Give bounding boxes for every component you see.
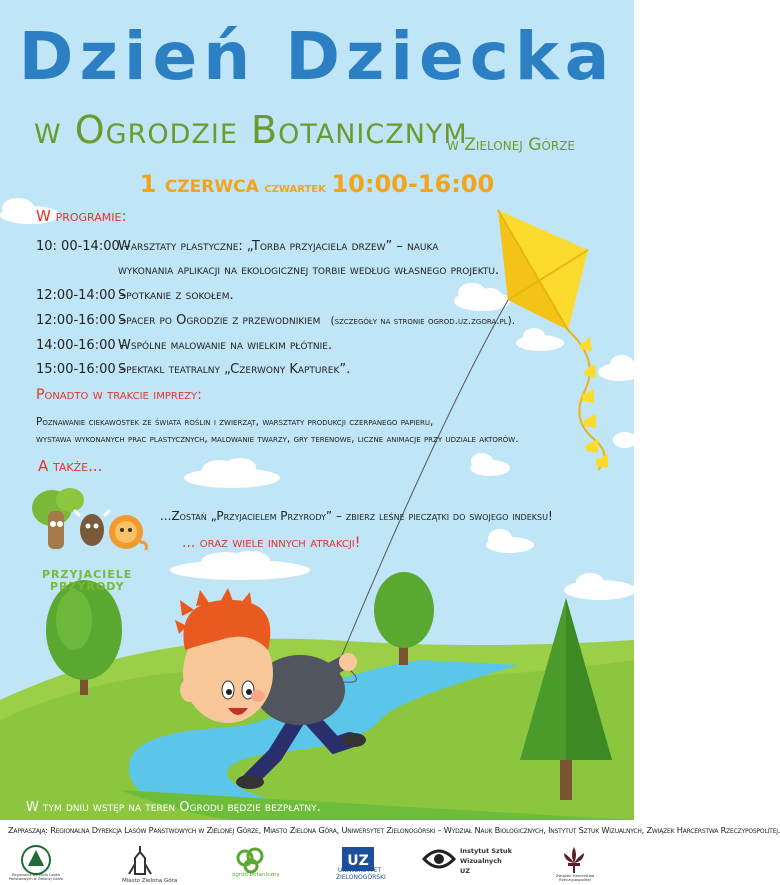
program-text: Spacer po Ogrodzie z przewodnikiem	[118, 313, 321, 328]
city-logo-text: Miasto Zielona Góra	[122, 878, 178, 884]
also-text-line-2: wystawa wykonanych prac plastycznych, malowanie twarzy, gry terenowe, liczne animacje przy udziale aktorów.	[36, 433, 519, 445]
program-text: Wspólne malowanie na wielkim płótnie.	[118, 338, 333, 353]
tree-mid	[374, 572, 434, 648]
isw-line-3: UZ	[460, 867, 470, 875]
program-item	[36, 338, 332, 353]
more-line: ... oraz wiele innych atrakcji!	[182, 535, 361, 551]
uz-logo-line-2: ZIELONOGÓRSKI	[336, 874, 386, 881]
program-time: 12:00-16:00 –	[36, 313, 127, 328]
poster-subtitle: w Ogrodzie Botanicznym	[34, 108, 468, 152]
program-item	[36, 288, 234, 303]
program-note: (szczegóły na stronie ogrod.uz.zgora.pl).	[330, 315, 516, 327]
friends-of-nature-logo	[22, 486, 152, 568]
poster-title: Dzień Dziecka	[18, 18, 616, 95]
event-hours: 10:00-16:00	[331, 170, 495, 198]
friend-line: ...Zostań „Przyjacielem Przyrody” – zbierz leśne pieczątki do swojego indeksu!	[160, 509, 553, 523]
and-heading: A także...	[38, 457, 103, 475]
zhr-logo-text: Związek Harcerstwa Rzeczypospolitej	[555, 873, 595, 882]
svg-text:UZ: UZ	[347, 853, 369, 869]
program-heading: W programie:	[36, 207, 127, 225]
friends-logo-line-2: PRZYRODY	[50, 580, 125, 593]
free-entry-note: W tym dniu wstęp na teren Ogrodu będzie bezpłatny.	[26, 800, 321, 815]
ogrod-logo-text: ogród botaniczny	[232, 872, 280, 878]
program-item	[36, 313, 515, 328]
poster-city: w Zielonej Górze	[447, 135, 575, 155]
program-time: 14:00-16:00 –	[36, 338, 127, 353]
program-text-continued: wykonania aplikacji na ekologicznej torbie według własnego projektu.	[118, 263, 500, 278]
program-text: Warsztaty plastyczne: „Torba przyjaciela drzew” – nauka	[118, 239, 439, 254]
also-heading: Ponadto w trakcie imprezy:	[36, 387, 202, 403]
program-text: Spektakl teatralny „Czerwony Kapturek”.	[118, 362, 351, 377]
event-day: 1 czerwca	[139, 170, 259, 198]
program-text: Spotkanie z sokołem.	[118, 288, 234, 303]
program-time: 12:00-14:00 –	[36, 288, 127, 303]
lasy-logo-text: Regionalna Dyrekcja Lasów Państwowych w Zielonej Górze	[8, 873, 64, 881]
event-date	[0, 170, 634, 198]
isw-line-1: Instytut Sztuk	[460, 847, 512, 855]
program-item	[36, 239, 438, 254]
program-item	[36, 362, 350, 377]
eye-icon	[422, 840, 456, 880]
program-time: 15:00-16:00 –	[36, 362, 127, 377]
program-time: 10: 00-14:00 –	[36, 239, 131, 254]
uz-logo-line-1: UNIWERSYTET	[338, 867, 382, 874]
organizers-text: Zapraszają: Regionalna Dyrekcja Lasów Państwowych w Zielonej Górze, Miasto Zielona Góra, Uniwersytet Zielonogórski – Wydział Nauk Biologicznych, Instytut Sztuk Wizualnych, Związek Harcerstwa Rzeczypospolitej.	[8, 825, 780, 835]
isw-line-2: Wizualnych	[460, 857, 502, 865]
friends-logo-line-1: PRZYJACIELE	[42, 568, 133, 581]
event-weekday: czwartek	[264, 180, 326, 196]
also-text-line-1: Poznawanie ciekawostek ze świata roślin i zwierząt, warsztaty produkcji czerpanego papieru,	[36, 416, 434, 428]
city-zielona-gora-logo	[125, 840, 155, 880]
